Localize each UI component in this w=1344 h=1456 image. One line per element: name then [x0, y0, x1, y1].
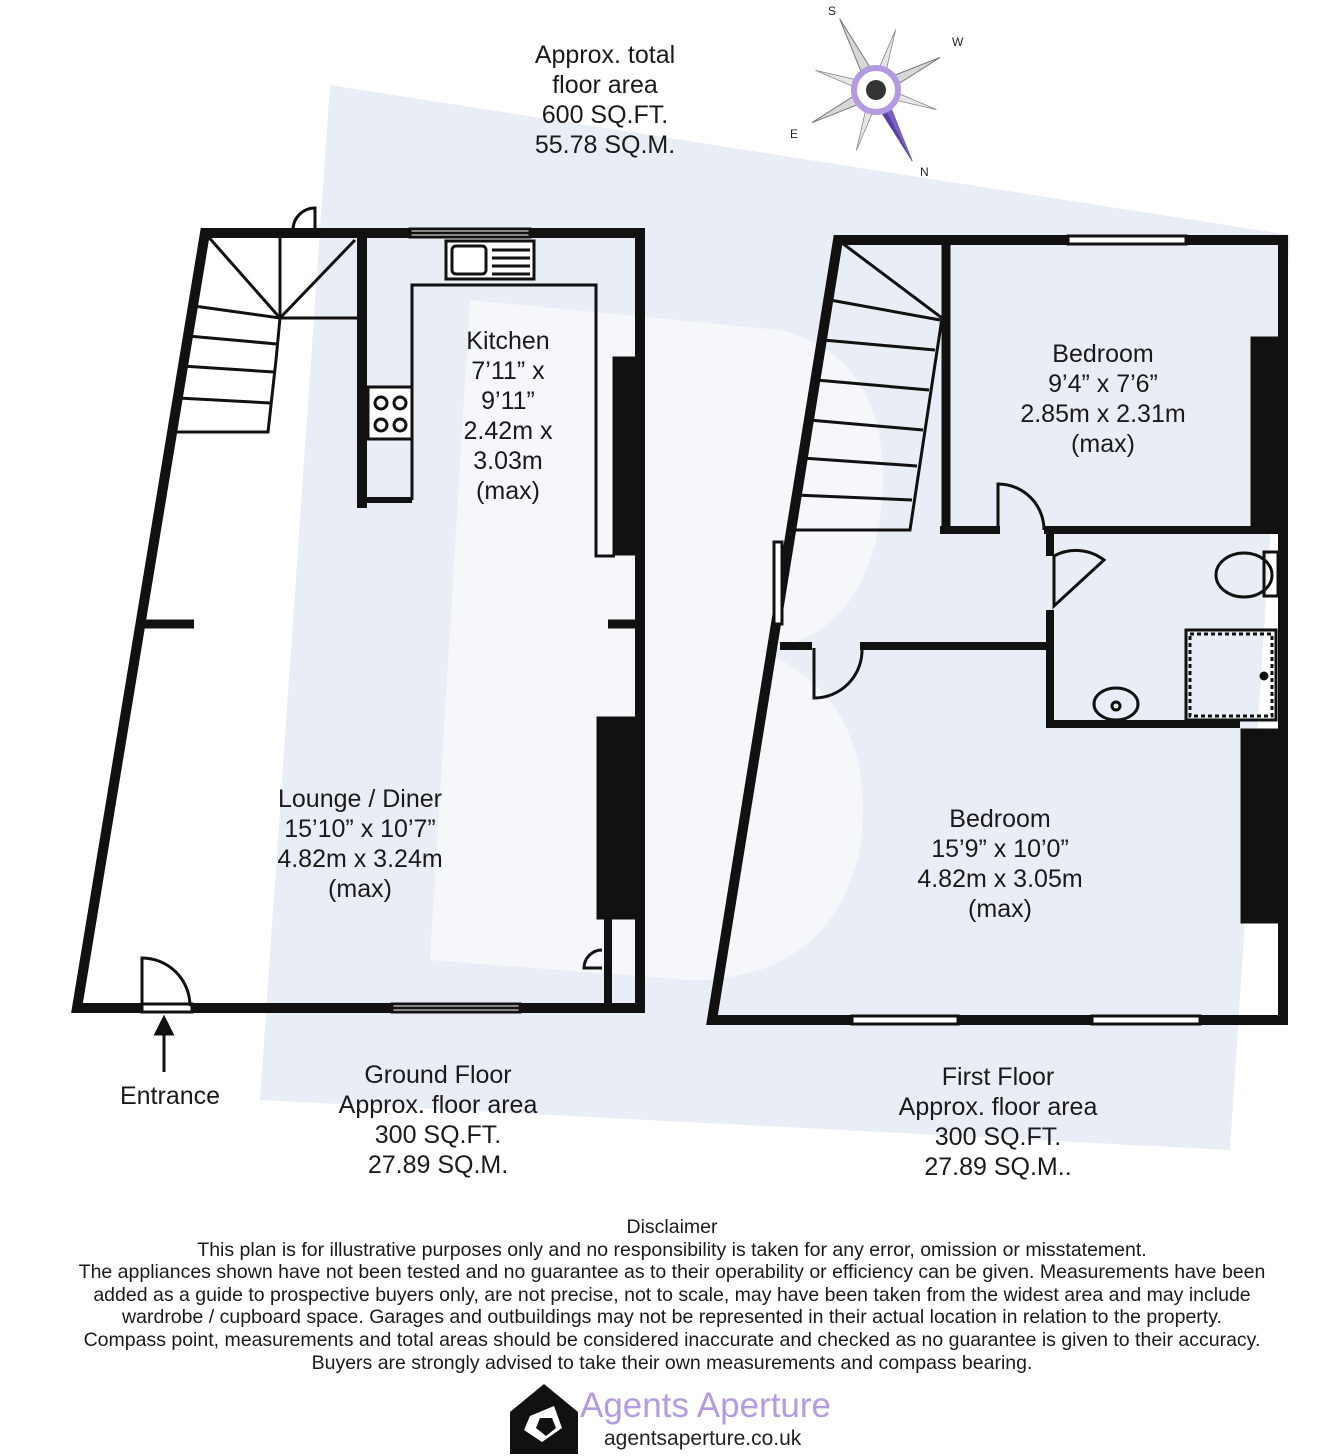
ground-floor-title: Ground Floor	[364, 1061, 512, 1089]
compass-west: W	[952, 35, 964, 49]
first-floor-sqm: 27.89 SQ.M..	[924, 1153, 1072, 1181]
bedroom-small-imperial: 9’4” x 7’6”	[1048, 370, 1158, 398]
lounge-label	[230, 784, 490, 904]
total-line-2: floor area	[552, 71, 658, 99]
kitchen-dim-5: (max)	[476, 477, 540, 505]
ground-floor-area	[300, 1060, 576, 1180]
bedroom-large-label	[880, 804, 1120, 924]
ground-floor-sqm: 27.89 SQ.M.	[367, 1151, 509, 1179]
lounge-metric: 4.82m x 3.24m	[277, 845, 443, 873]
total-area-label	[480, 40, 730, 160]
bedroom-large-note: (max)	[968, 895, 1032, 923]
brand-name: Agents Aperture	[580, 1386, 831, 1425]
disclaimer-line: This plan is for illustrative purposes only and no responsibility is taken for any error, omission or misstatement.	[197, 1238, 1147, 1261]
bedroom-small-metric: 2.85m x 2.31m	[1020, 400, 1186, 428]
brand-block	[580, 1386, 831, 1452]
kitchen-dim-2: 9’11”	[481, 387, 535, 415]
compass-east: E	[790, 127, 799, 141]
kitchen-dim-1: 7’11” x	[471, 357, 545, 385]
brand-logo-icon	[510, 1384, 578, 1454]
bedroom-small-note: (max)	[1071, 430, 1135, 458]
total-sqm: 55.78 SQ.M.	[534, 131, 676, 159]
brand-url[interactable]: agentsaperture.co.uk	[604, 1427, 802, 1450]
total-sqft: 600 SQ.FT.	[541, 101, 669, 129]
entrance-label	[100, 1081, 240, 1111]
kitchen-label	[420, 326, 596, 506]
kitchen-name: Kitchen	[466, 327, 550, 355]
ground-floor-area-label: Approx. floor area	[338, 1091, 538, 1119]
kitchen-dim-3: 2.42m x	[463, 417, 553, 445]
kitchen-dim-4: 3.03m	[473, 447, 543, 475]
disclaimer-line: added as a guide to prospective buyers only, are not precise, not to scale, may have been taken from the widest area and may include	[93, 1283, 1251, 1306]
disclaimer-line: Buyers are strongly advised to take their own measurements and compass bearing.	[311, 1351, 1033, 1374]
bedroom-large-imperial: 15’9” x 10’0”	[931, 835, 1069, 863]
disclaimer-line: Compass point, measurements and total areas should be considered inaccurate and checked as no guarantee is given to their accuracy.	[83, 1328, 1261, 1351]
disclaimer-title: Disclaimer	[626, 1216, 718, 1238]
disclaimer	[0, 1216, 1344, 1374]
bedroom-small-label	[990, 339, 1216, 459]
first-floor-title: First Floor	[941, 1063, 1055, 1091]
first-floor-area-label: Approx. floor area	[898, 1093, 1098, 1121]
bedroom-large-metric: 4.82m x 3.05m	[917, 865, 1083, 893]
ground-floor-sqft: 300 SQ.FT.	[374, 1121, 502, 1149]
entrance-text: Entrance	[119, 1082, 221, 1110]
lounge-note: (max)	[328, 875, 392, 903]
compass-south: S	[828, 4, 837, 18]
first-floor-area	[860, 1062, 1136, 1182]
lounge-imperial: 15’10” x 10’7”	[284, 815, 436, 843]
compass-north: N	[920, 165, 929, 179]
bedroom-large-name: Bedroom	[949, 805, 1051, 833]
disclaimer-line: The appliances shown have not been tested and no guarantee as to their operability or efficiency can be given. Measurements have been	[78, 1261, 1266, 1284]
bedroom-small-name: Bedroom	[1052, 340, 1154, 368]
disclaimer-line: wardrobe / cupboard space. Garages and outbuildings may not be represented in their actual location in relation to the property.	[122, 1306, 1222, 1329]
total-line-1: Approx. total	[534, 41, 676, 69]
lounge-name: Lounge / Diner	[277, 785, 442, 813]
first-floor-sqft: 300 SQ.FT.	[934, 1123, 1062, 1151]
